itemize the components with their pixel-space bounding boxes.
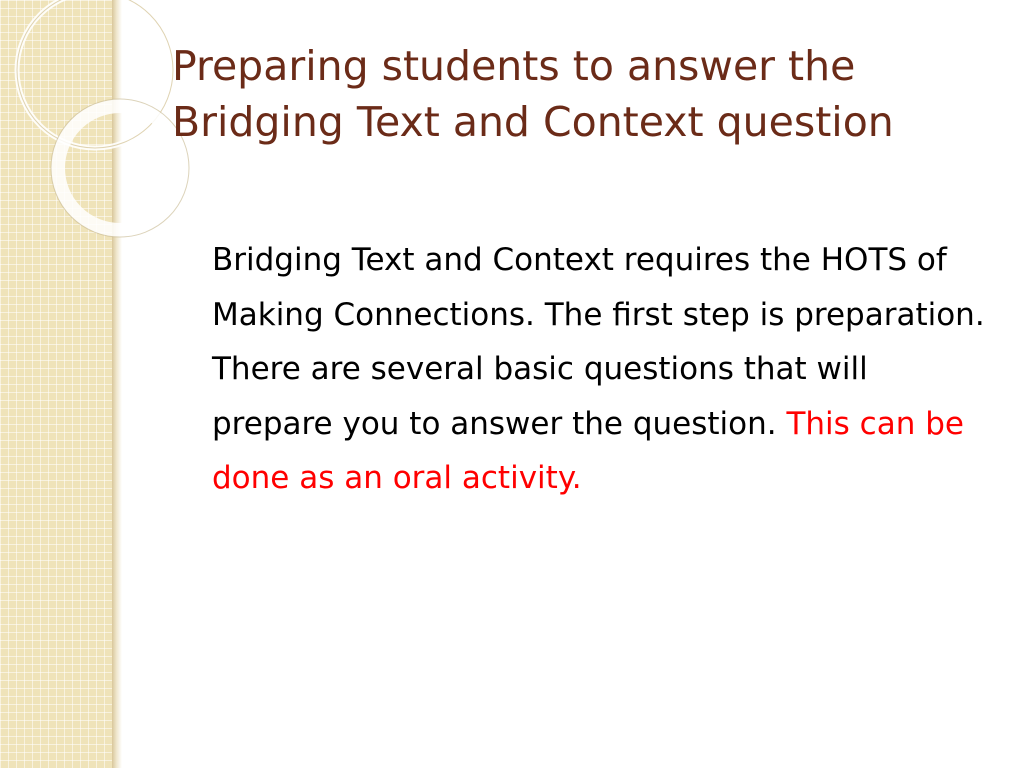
slide-body-paragraph xyxy=(212,233,992,506)
decorative-circle-ring xyxy=(58,106,182,230)
body-text: Bridging Text and Context requires the HOTS of Making Connections. The first step is preparation. There are several basic questions that will prepare you to answer the question. xyxy=(212,242,985,442)
decorative-circles xyxy=(0,0,200,240)
body-highlight-text: This can be done as an oral activity. xyxy=(212,405,964,496)
slide-title: Preparing students to answer the Bridging Text and Context question xyxy=(172,42,894,146)
decorative-circle-large-outline xyxy=(17,0,173,148)
